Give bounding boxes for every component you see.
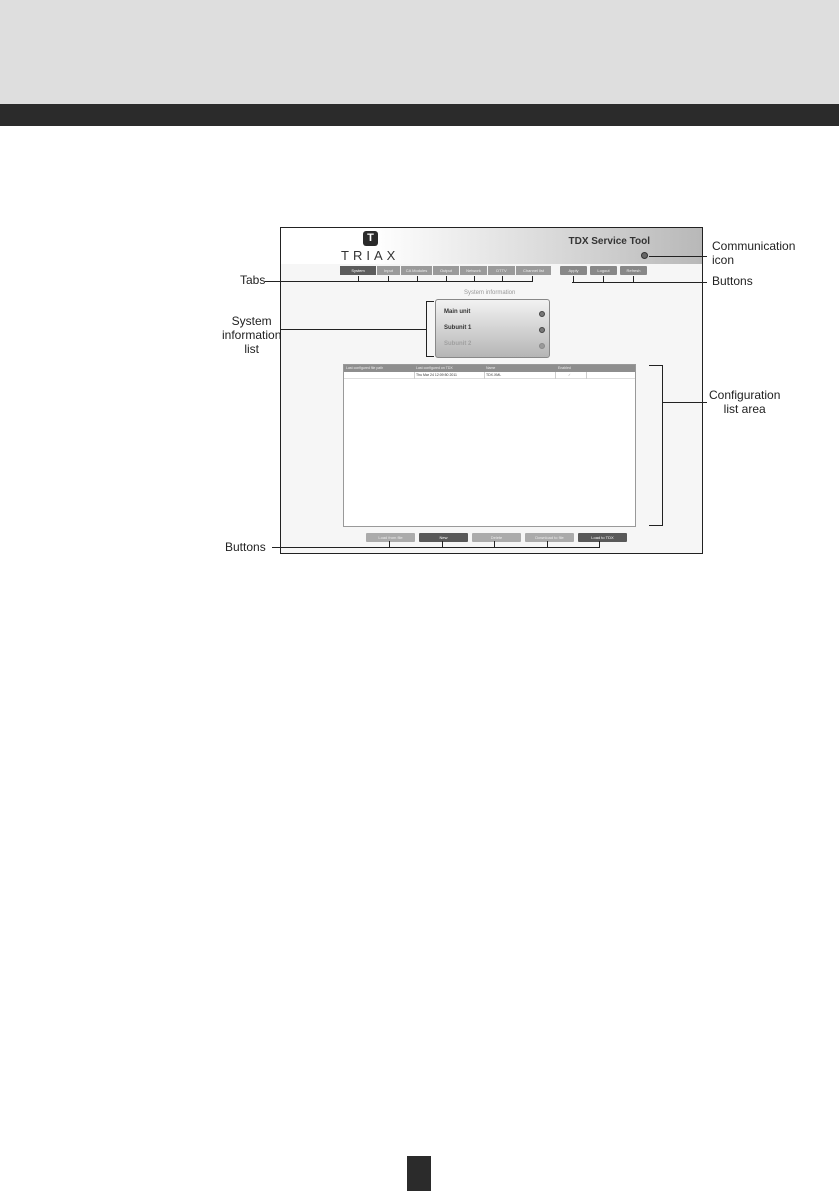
- system-item-subunit-1[interactable]: [444, 325, 548, 337]
- callout-tick: [417, 276, 418, 282]
- tab-ca-modules[interactable]: CA Modules: [401, 266, 432, 275]
- callout-tick: [388, 276, 389, 282]
- delete-button[interactable]: Delete: [472, 533, 521, 542]
- callout-bracket: [426, 301, 434, 302]
- system-information-title: System information: [464, 290, 516, 296]
- system-item-label: Main unit: [444, 309, 471, 315]
- callout-tick: [573, 276, 574, 283]
- callout-line: [572, 282, 707, 283]
- callout-system-information-list: [222, 314, 281, 356]
- callout-bracket: [649, 525, 663, 526]
- load-to-tdx-button[interactable]: Load to TDX: [578, 533, 627, 542]
- main-tabs: [340, 266, 551, 275]
- callout-tick: [603, 276, 604, 283]
- bottom-button-bar: [366, 533, 627, 542]
- callout-bracket: [649, 365, 663, 366]
- system-item-label: Subunit 1: [444, 325, 472, 331]
- column-divider: [586, 372, 587, 379]
- tab-network[interactable]: Network: [460, 266, 487, 275]
- download-to-file-button[interactable]: Download to file: [525, 533, 574, 542]
- apply-button[interactable]: Apply: [560, 266, 587, 275]
- column-divider: [484, 372, 485, 379]
- callout-bracket: [426, 356, 434, 357]
- tab-dttv[interactable]: DTTV: [488, 266, 515, 275]
- callout-line: [280, 329, 426, 330]
- callout-text: list area: [723, 402, 766, 416]
- tab-output[interactable]: Output: [433, 266, 459, 275]
- callout-text: information: [222, 328, 282, 342]
- callout-bracket: [426, 301, 427, 357]
- logout-button[interactable]: Logout: [590, 266, 617, 275]
- status-led-icon: [539, 327, 545, 333]
- app-screenshot: [280, 227, 703, 554]
- page-number-tab: [407, 1156, 431, 1191]
- callout-buttons-bottom: Buttons: [225, 540, 266, 554]
- top-button-bar: [560, 266, 647, 275]
- callout-tick: [446, 276, 447, 282]
- column-divider: [555, 372, 556, 379]
- callout-text: list: [244, 342, 260, 356]
- brand-name: TRIAX: [341, 248, 400, 263]
- system-item-main-unit[interactable]: [444, 309, 548, 321]
- column-header: Last configured on TDX: [416, 366, 453, 370]
- callout-tick: [599, 541, 600, 548]
- callout-buttons-top: Buttons: [712, 274, 753, 288]
- tab-input[interactable]: Input: [377, 266, 400, 275]
- callout-line: [272, 547, 600, 548]
- configuration-list: [343, 364, 636, 527]
- system-item-subunit-2: [444, 341, 548, 353]
- callout-tabs: Tabs: [240, 273, 266, 287]
- system-information-list: [435, 299, 550, 358]
- tab-system[interactable]: System: [340, 266, 376, 275]
- callout-tick: [502, 276, 503, 282]
- callout-line: [265, 281, 533, 282]
- column-header: Name: [486, 366, 496, 370]
- app-title: TDX Service Tool: [568, 236, 650, 247]
- triax-logo-icon: T: [363, 231, 378, 246]
- column-header: Last configured file path: [346, 366, 384, 370]
- callout-text: System: [231, 314, 272, 328]
- configuration-list-header: [344, 365, 635, 372]
- refresh-button[interactable]: Refresh: [620, 266, 647, 275]
- status-led-icon: [539, 311, 545, 317]
- callout-text: icon: [712, 253, 735, 267]
- callout-tick: [442, 541, 443, 548]
- cell-name: TDX.XML: [486, 373, 502, 377]
- header-band: [0, 0, 839, 104]
- callout-bracket: [662, 365, 663, 526]
- callout-tick: [494, 541, 495, 548]
- callout-tick: [358, 276, 359, 282]
- callout-tick: [547, 541, 548, 548]
- callout-tick: [532, 276, 533, 282]
- status-led-icon: [539, 343, 545, 349]
- tab-channel-list[interactable]: Channel list: [516, 266, 551, 275]
- load-from-file-button[interactable]: Load from file: [366, 533, 415, 542]
- callout-line: [649, 256, 707, 257]
- callout-line: [662, 402, 707, 403]
- communication-status-icon: [641, 252, 648, 259]
- callout-configuration-list-area: [709, 388, 780, 416]
- app-header: [281, 228, 702, 264]
- callout-text: Communication: [712, 239, 796, 253]
- callout-tick: [389, 541, 390, 548]
- new-button[interactable]: New: [419, 533, 468, 542]
- column-header: Enabled: [558, 366, 571, 370]
- column-divider: [414, 372, 415, 379]
- header-bar: [0, 104, 839, 126]
- callout-text: Configuration: [709, 388, 781, 402]
- callout-tick: [633, 276, 634, 283]
- cell-date: Thu Mar 24 12:09:50 2011: [416, 373, 457, 377]
- enabled-checkbox[interactable]: ✓: [568, 373, 571, 377]
- system-item-label: Subunit 2: [444, 341, 472, 347]
- callout-tick: [474, 276, 475, 282]
- table-row[interactable]: [344, 372, 635, 379]
- callout-communication-icon: [712, 239, 795, 267]
